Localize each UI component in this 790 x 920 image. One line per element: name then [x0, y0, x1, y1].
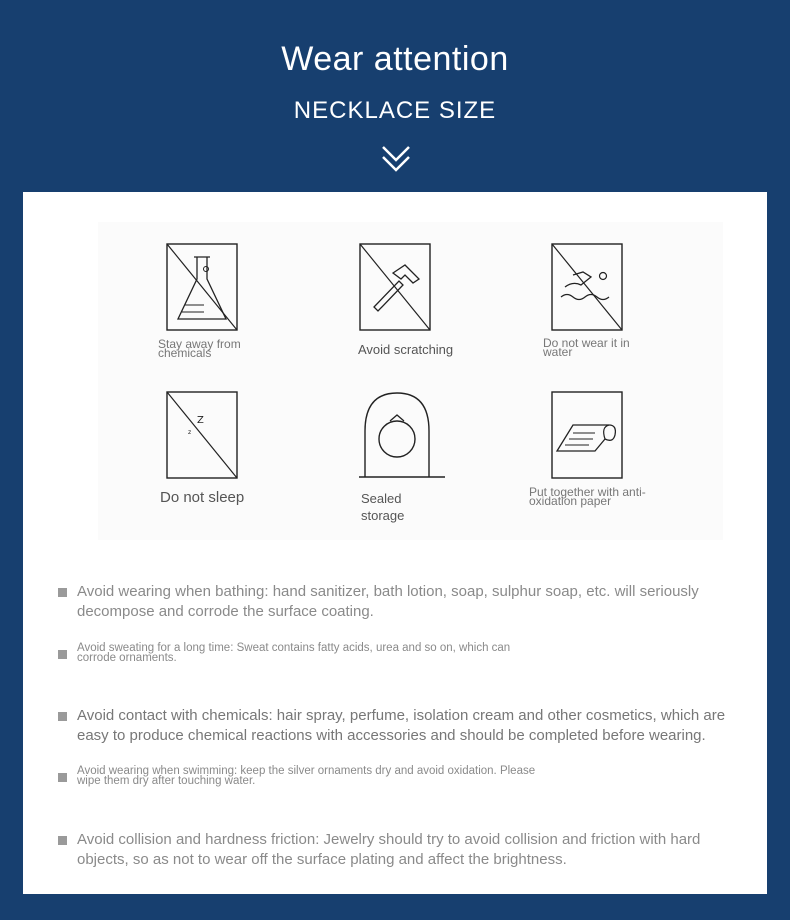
icon-caption: Avoid scratching	[358, 342, 454, 357]
bullet-icon	[58, 773, 67, 782]
icon-caption: Do not wear it in water	[543, 336, 630, 359]
icon-caption: Put together with anti-oxidation paper	[529, 485, 646, 508]
care-note-text: Avoid wearing when bathing: hand sanitizer, bath lotion, soap, sulphur soap, etc. will seriously decompose and corrode the surface coating.	[77, 583, 699, 620]
care-note-text: Avoid sweating for a long time: Sweat contains fatty acids, urea and so on, which can corrode ornaments.	[77, 642, 511, 664]
page-title: Wear attention	[281, 40, 509, 78]
icon-caption: Do not sleep	[160, 489, 245, 506]
svg-text:z: z	[188, 429, 192, 436]
sleep-prohibited-icon	[166, 391, 238, 479]
svg-text:Z: Z	[197, 415, 204, 426]
bullet-icon	[58, 650, 67, 659]
icon-caption: Sealed storage	[361, 491, 405, 523]
care-note-text: Avoid wearing when swimming: keep the silver ornaments dry and avoid oxidation. Please wipe them dry after touching water.	[77, 765, 536, 787]
hammer-prohibited-icon	[359, 243, 431, 331]
bullet-icon	[58, 712, 67, 721]
content-panel	[23, 192, 767, 894]
bullet-icon	[58, 588, 67, 597]
swimmer-prohibited-icon	[551, 243, 623, 331]
double-chevron-down-icon	[380, 143, 412, 175]
page-subtitle: NECKLACE SIZE	[293, 97, 497, 124]
paper-wrap-icon	[551, 391, 623, 479]
bullet-icon	[58, 836, 67, 845]
sealed-bag-icon	[359, 391, 449, 481]
care-note-text: Avoid collision and hardness friction: Jewelry should try to avoid collision and friction with hard objects, so as not to wear off the surface plating and affect the brightness.	[77, 831, 701, 868]
flask-prohibited-icon	[166, 243, 238, 331]
icon-caption: Stay away from chemicals	[158, 337, 241, 360]
care-note-text: Avoid contact with chemicals: hair spray, perfume, isolation cream and other cosmetics, which are easy to produce chemical reactions with accessories and should be completed before wearing.	[77, 707, 726, 744]
